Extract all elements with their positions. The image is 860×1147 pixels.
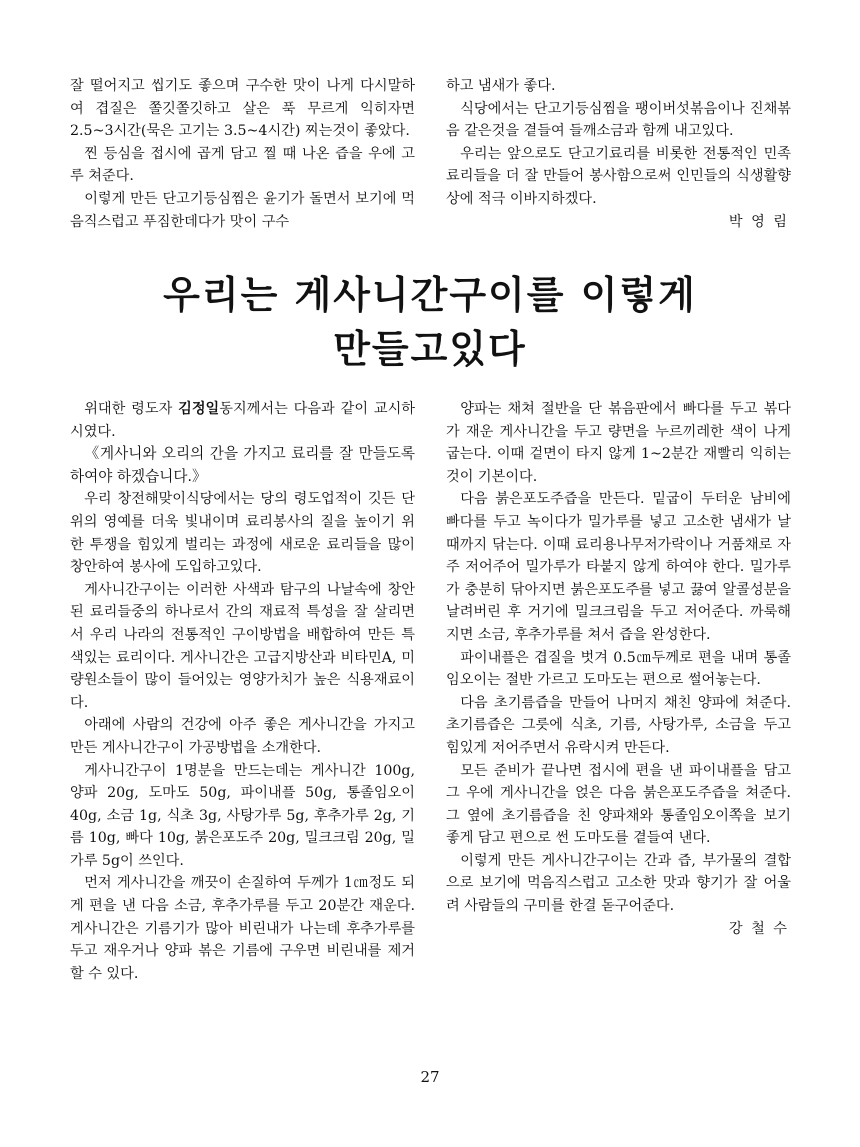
paragraph: 우리 창전해맞이식당에서는 당의 령도업적이 깃든 단위의 영예를 더욱 빛내이며 료리봉사의 질을 높이기 위한 투쟁을 힘있게 벌리는 과정에 새로운 료리들을 많이 창안하여 봉사에 도입하고있다. (70, 491, 415, 576)
article-title (40, 268, 820, 376)
paragraph: 게사니간구이는 이러한 사색과 탐구의 나날속에 창안된 료리들중의 하나로서 간의 재료적 특성을 잘 살리면서 우리 나라의 전통적인 구이방법을 배합하여 만든 특색있는 료리이다. 게사니간은 고급지방산과 비타민A, 미량원소들이 많이 들어있는 영양가치가 높은 식용재료이다. (70, 581, 415, 711)
paragraph: 다음 초기름즙을 만들어 나머지 채친 양파에 쳐준다. 초기름즙은 그릇에 식초, 기름, 사탕가루, 소금을 두고 힘있게 저어주면서 유락시켜 만든다. (446, 694, 791, 756)
intro-paragraph (70, 398, 415, 443)
paragraph: 양파는 채쳐 절반을 단 볶음판에서 빠다를 두고 볶다가 재운 게사니간을 두고 량면을 누르끼레한 색이 나게 굽는다. 이때 겉면이 타지 않게 1~2분간 재빨리 익히는것이 기본이다. (446, 401, 791, 485)
article-left-column (70, 398, 415, 985)
paragraph: 이렇게 만든 게사니간구이는 간과 즙, 부가물의 결합으로 보기에 먹음직스럽고 고소한 맛과 향기가 잘 어울려 사람들의 구미를 한결 돋구어준다. (446, 852, 791, 915)
article-right-column (446, 398, 791, 940)
prev-article-left-column (70, 75, 415, 233)
article-author: 강 철 수 (728, 920, 789, 937)
paragraph: 하고 냄새가 좋다. (446, 78, 556, 94)
page-number: 27 (420, 1068, 440, 1086)
paragraph: 아래에 사람의 건강에 아주 좋은 게사니간을 가지고 만든 게사니간구이 가공방법을 소개한다. (70, 717, 415, 756)
article-title-line-2: 만들고있다 (333, 327, 527, 371)
paragraph: 파이내플은 겹질을 벗겨 0.5㎝두께로 편을 내며 통졸임오이는 절반 가르고 도마도는 편으로 썰어놓는다. (446, 649, 791, 689)
article-title-line-1: 우리는 게사니간구이를 이렇게 (163, 273, 697, 317)
paragraph: 찐 등심을 접시에 곱게 담고 찔 때 나온 즙을 우에 고루 쳐준다. (70, 145, 415, 185)
ingredients-paragraph: 게사니간구이 1명분을 만드는데는 게사니간 100g, 양파 20g, 도마도 50g, 파이내플 50g, 통졸임오이 40g, 소금 1g, 식초 3g, 사탕가루 5g, 후추가루 2g, 기름 10g, 빠다 10g, 붉은포도주 20g, 밀크크림 20g, 밀가루 5g이 쓰인다. (70, 762, 415, 869)
paragraph: 먼저 게사니간을 깨끗이 손질하여 두께가 1㎝정도 되게 편을 낸 다음 소금, 후추가루를 두고 20분간 재운다. 게사니간은 기름기가 많아 비린내가 나는데 후추가루를 두고 재우거나 양파 볶은 기름에 구우면 비린내를 제거할 수 있다. (70, 875, 415, 982)
paragraph: 잘 떨어지고 씹기도 좋으며 구수한 맛이 나게 다시말하여 겹질은 쫄깃쫄깃하고 살은 푹 무르게 익히자면 2.5~3시간(묵은 고기는 3.5~4시간) 찌는것이 좋았다. (70, 78, 415, 140)
paragraph: 우리는 앞으로도 단고기료리를 비롯한 전통적인 민족료리들을 더 잘 만들어 봉사함으로써 인민들의 식생활향상에 적극 이바지하겠다. (446, 145, 791, 207)
intro-text-end: 동지께서는 다음과 같이 교시하시였다. (70, 401, 415, 440)
paragraph: 이렇게 만든 단고기등심찜은 윤기가 돌면서 보기에 먹음직스럽고 푸짐한데다가 맛이 구수 (70, 190, 415, 230)
quote-paragraph: 《게사니와 오리의 간을 가지고 료리를 잘 만들도록 하여야 하겠습니다.》 (70, 445, 415, 485)
prev-article-author: 박 영 림 (728, 213, 789, 230)
intro-text: 위대한 령도자 (84, 401, 179, 417)
paragraph: 식당에서는 단고기등심찜을 팽이버섯볶음이나 진채볶음 같은것을 곁들여 들깨소금과 함께 내고있다. (446, 100, 791, 140)
prev-article-right-column (446, 75, 791, 233)
paragraph: 다음 붉은포도주즙을 만든다. 밑굽이 두터운 남비에 빠다를 두고 녹이다가 밀가루를 넣고 고소한 냄새가 날 때까지 닦는다. 이때 료리용나무저가락이나 거품채로 자주 저어주어 밀가루가 타붙지 않게 하여야 한다. 밀가루가 충분히 닦아지면 붉은포도주를 넣고 끓여 알콜성분을 날려버린 후 거기에 밀크크림을 두고 저어준다. 까룩해지면 소금, 후추가루를 쳐서 즙을 완성한다. (446, 491, 791, 643)
leader-name: 김정일 (178, 401, 220, 417)
paragraph: 모든 준비가 끝나면 접시에 편을 낸 파이내플을 담고 그 우에 게사니간을 얹은 다음 붉은포도주즙을 쳐준다. 그 옆에 초기름즙을 친 양파채와 통졸임오이쪽을 보기 좋게 담고 편으로 썬 도마도를 곁들여 낸다. (446, 762, 791, 847)
